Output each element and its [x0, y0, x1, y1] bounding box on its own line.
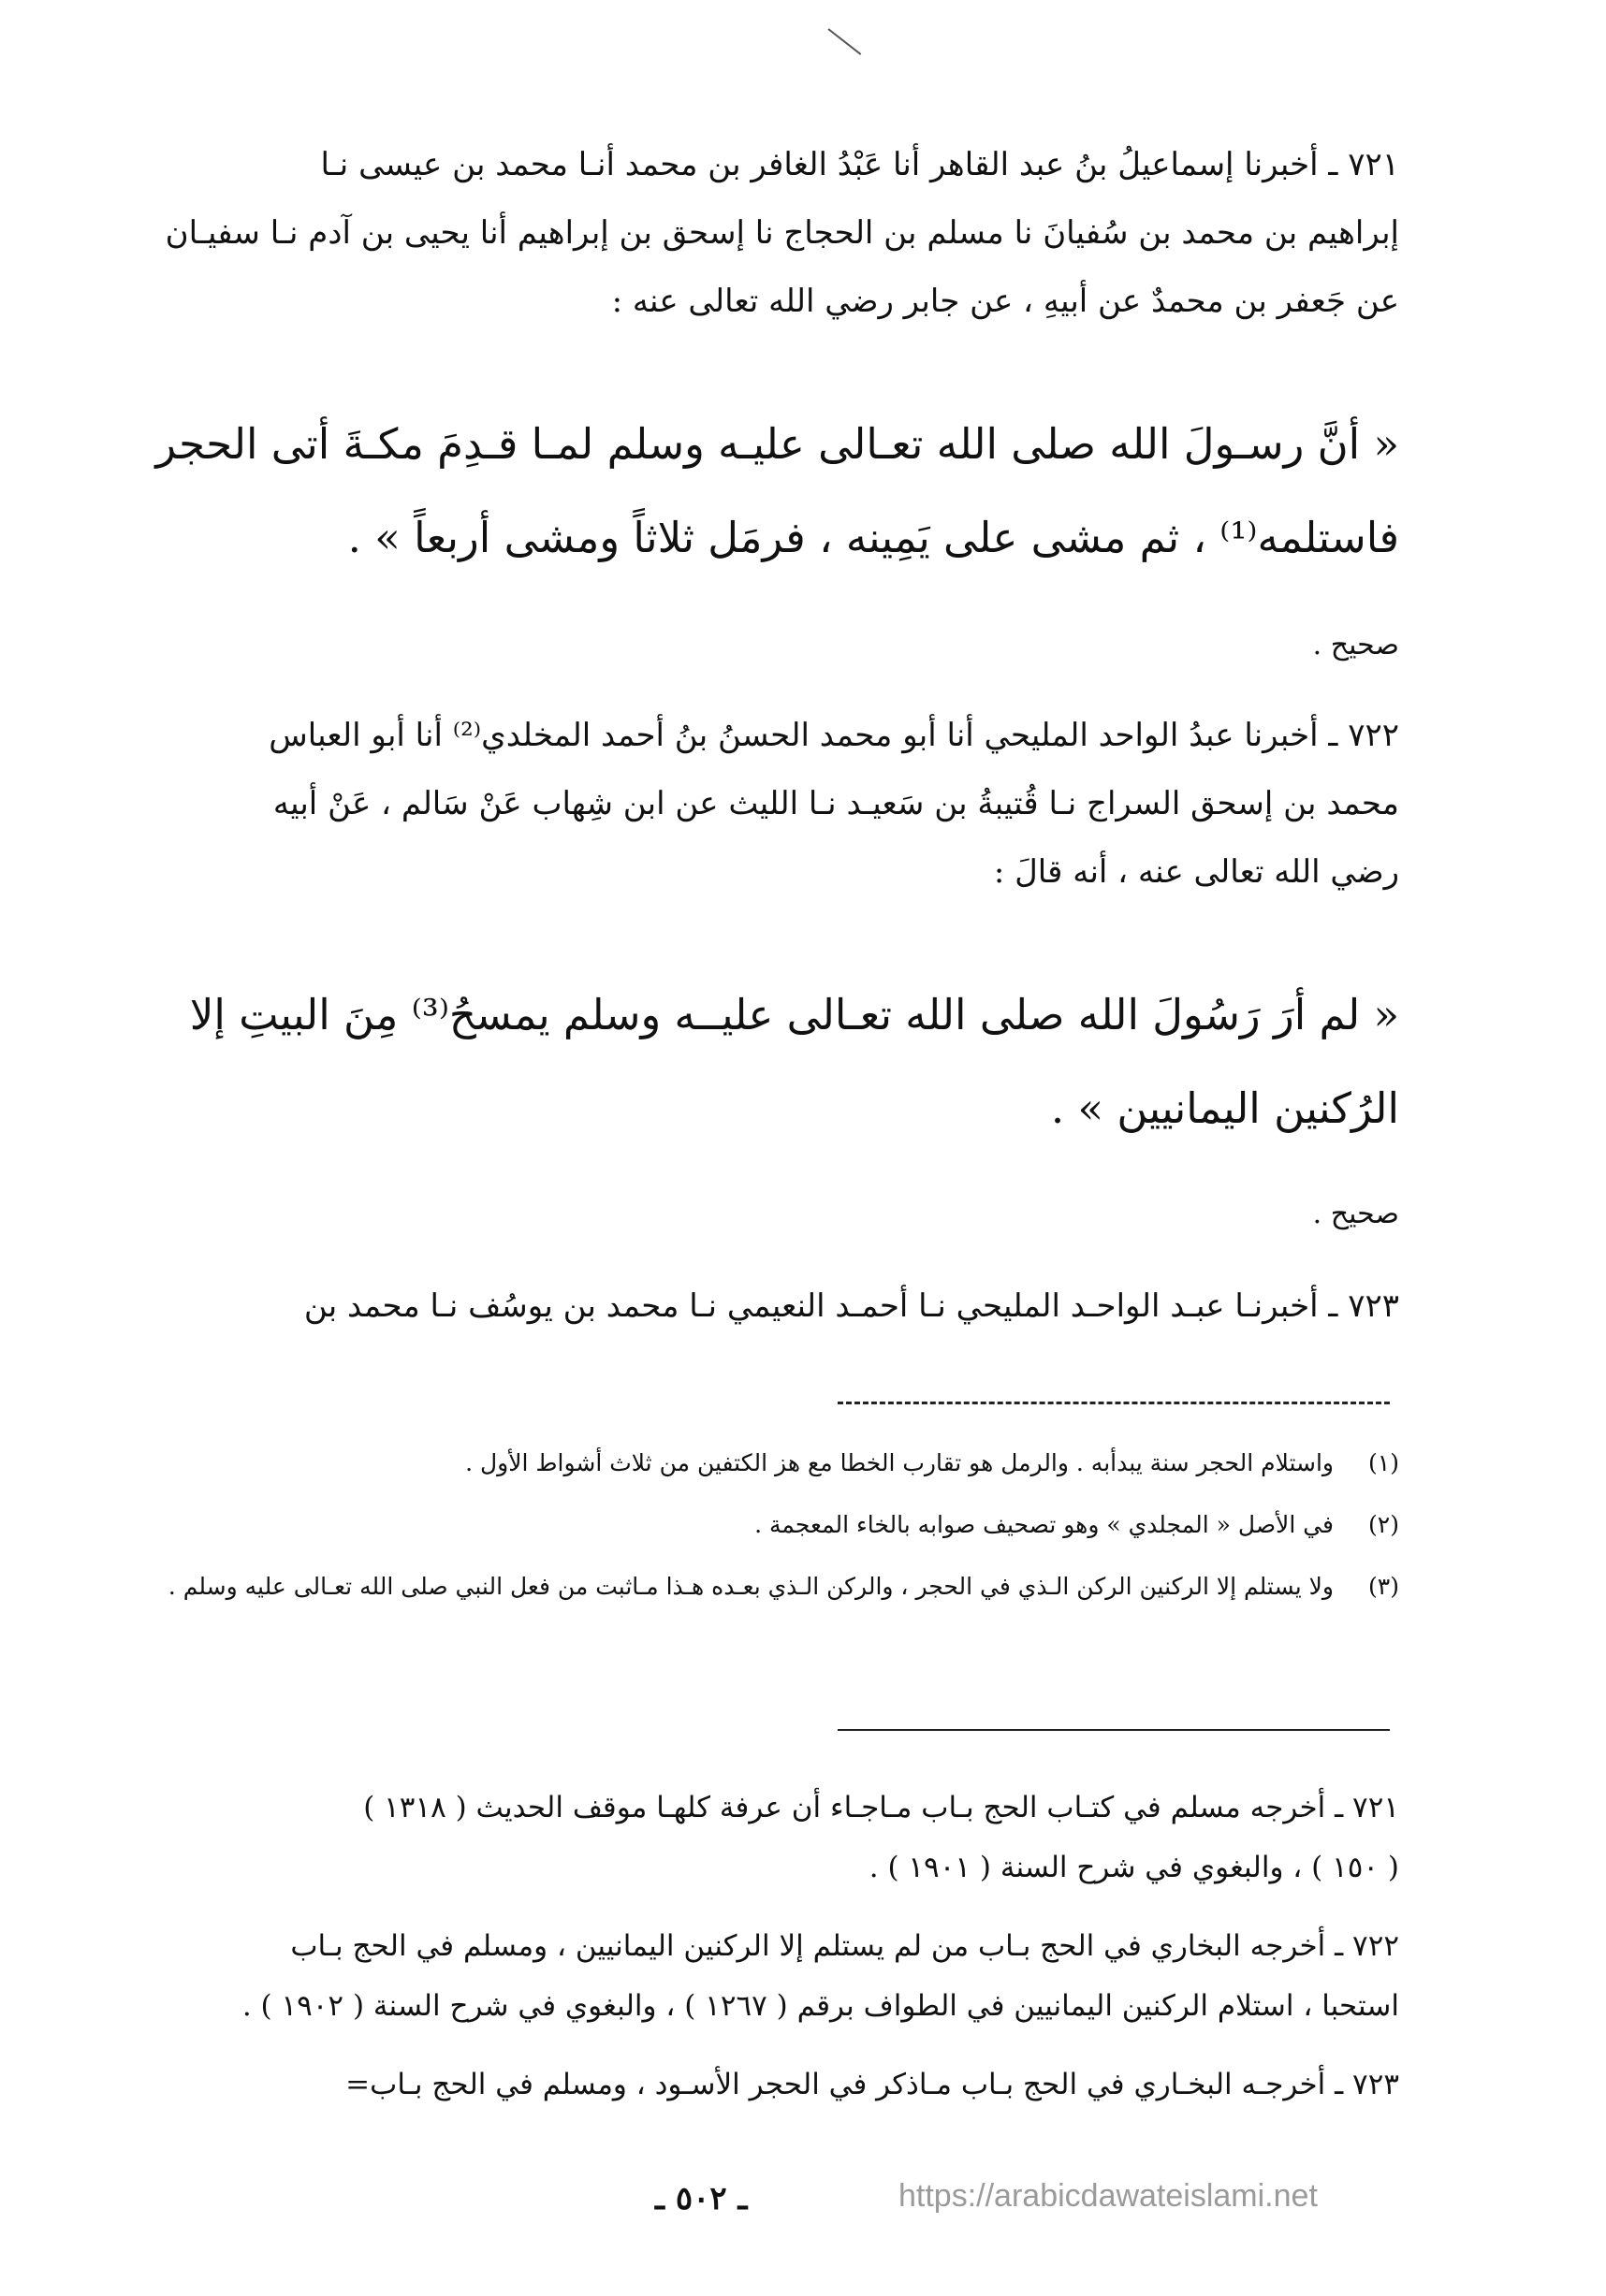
page-number: ـ ٥٠٢ ـ — [655, 2180, 748, 2217]
footnote-text: ولا يستلم إلا الركنين الركن الـذي في الحجر ، والركن الـذي بعـده هـذا مـاثبت من فعل النبي صلى الله تعـالى عليه وسلم . — [168, 1573, 1334, 1600]
footnotes — [89, 1441, 1399, 1609]
isnad-line: ٧٢٣ ـ أخبرنـا عبـد الواحـد المليحي نـا أحمـد النعيمي نـا محمد بن يوسُف نـا محمد بن — [303, 1287, 1399, 1325]
isnad-line: إبراهيم بن محمد بن سُفيانَ نا مسلم بن الحجاج نا إسحق بن إبراهيم أنا يحيى بن آدم نـا سفيـان — [165, 214, 1399, 252]
footnote-number: (٢) — [1368, 1511, 1399, 1538]
footnote — [89, 1564, 1399, 1609]
takhrij-separator — [838, 1729, 1390, 1731]
takhrij-entry — [89, 1916, 1399, 2036]
isnad-line: رضي الله تعالى عنه ، أنه قالَ : — [993, 853, 1399, 891]
isnad-line: ٧٢٢ ـ أخبرنا عبدُ الواحد المليحي أنا أبو محمد الحسنُ بنُ أحمد المخلدي⁽²⁾ أنا أبو العباس — [269, 717, 1399, 754]
hadith-722-matn — [89, 968, 1399, 1155]
watermark: https://arabicdawateislami.net — [898, 2178, 1318, 2214]
hadith-722-isnad — [89, 702, 1399, 907]
footnote-text: في الأصل « المجلدي » وهو تصحيف صوابه بالخاء المعجمة . — [754, 1511, 1334, 1538]
hadith-721-matn — [89, 398, 1399, 585]
footnote — [89, 1441, 1399, 1486]
hadith-723-isnad — [89, 1272, 1399, 1341]
takhrij-line: ٧٢٣ ـ أخرجـه البخـاري في الحج بـاب مـاذكر في الحجر الأسـود ، ومسلم في الحج بـاب= — [345, 2068, 1399, 2101]
hadith-721-grade: صحيح . — [1312, 629, 1399, 661]
takhrij-line: استحبا ، استلام الركنين اليمانيين في الطواف برقم ( ١٢٦٧ ) ، والبغوي في شرح السنة ( ١٩٠٢ ) . — [241, 1989, 1399, 2023]
footnote — [89, 1503, 1399, 1548]
footnote-text: واستلام الحجر سنة يبدأبه . والرمل هو تقارب الخطا مع هز الكتفين من ثلاث أشواط الأول . — [465, 1449, 1334, 1476]
takhrij-line: ٧٢١ ـ أخرجه مسلم في كتـاب الحج بـاب مـاجـاء أن عرفة كلهـا موقف الحديث ( ١٣١٨ ) — [363, 1791, 1399, 1824]
hadith-722-grade: صحيح . — [1312, 1198, 1399, 1230]
matn-line: « لم أرَ رَسُولَ الله صلى الله تعـالى عليــه وسلم يمسحُ⁽³⁾ مِنَ البيتِ إلا — [189, 990, 1399, 1039]
takhrij-line: ٧٢٢ ـ أخرجه البخاري في الحج بـاب من لم يستلم إلا الركنين اليمانيين ، ومسلم في الحج بـاب — [290, 1929, 1399, 1963]
isnad-line: عن جَعفر بن محمدٌ عن أبيهِ ، عن جابر رضي الله تعالى عنه : — [611, 283, 1399, 320]
matn-line: الرُكنين اليمانيين » . — [1050, 1083, 1399, 1133]
footnote-separator — [838, 1402, 1390, 1404]
takhrij-entry — [89, 1778, 1399, 1897]
footnote-number: (١) — [1368, 1449, 1399, 1476]
isnad-line: ٧٢١ ـ أخبرنا إسماعيلُ بنُ عبد القاهر أنا عَبْدُ الغافر بن محمد أنـا محمد بن عيسى نـا — [320, 146, 1399, 183]
scan-mark — [827, 28, 861, 55]
matn-line: « أنَّ رسـولَ الله صلى الله تعـالى عليـه وسلم لمـا قـدِمَ مكـةَ أتى الحجر — [155, 419, 1399, 469]
isnad-line: محمد بن إسحق السراج نـا قُتيبةُ بن سَعيـد نـا الليث عن ابن شِهاب عَنْ سَالم ، عَنْ أبيه — [272, 785, 1399, 822]
footnote-number: (٣) — [1368, 1573, 1399, 1600]
hadith-721-isnad — [89, 131, 1399, 336]
matn-line: فاستلمه⁽¹⁾ ، ثم مشى على يَمِينه ، فرمَل ثلاثاً ومشى أربعاً » . — [347, 513, 1399, 562]
takhrij-line: ( ١٥٠ ) ، والبغوي في شرح السنة ( ١٩٠١ ) . — [869, 1851, 1399, 1884]
takhrij-section — [89, 1778, 1399, 2133]
takhrij-entry — [89, 2055, 1399, 2114]
